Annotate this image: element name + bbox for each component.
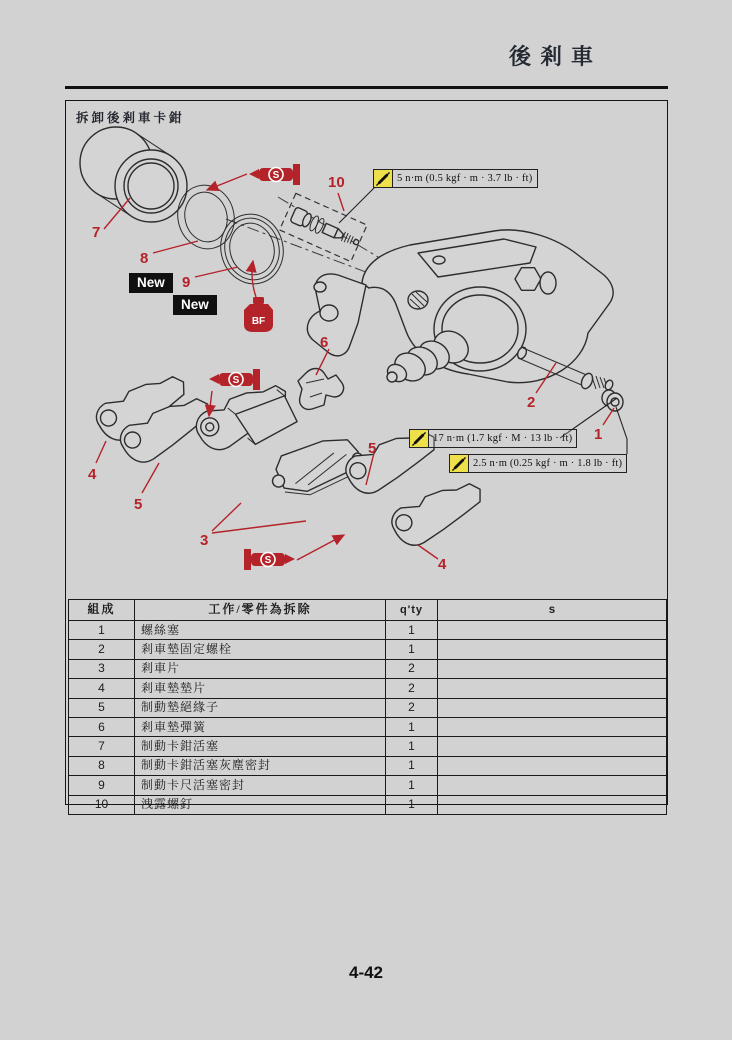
part-remark [438, 795, 667, 814]
callout-5: 5 [368, 440, 377, 457]
pad-shim-right-outer [387, 482, 489, 550]
new-part-tag: New [129, 273, 173, 293]
figure-box [65, 100, 668, 812]
pad-spring [298, 369, 344, 410]
callout-4: 4 [438, 556, 447, 573]
col-header-remarks: s [438, 600, 667, 621]
header-rule [65, 86, 668, 89]
torque-value: 5 n·m (0.5 kgf · m · 3.7 lb · ft) [397, 173, 533, 184]
part-qty: 1 [386, 640, 438, 659]
part-no: 3 [69, 659, 135, 678]
table-header-row [69, 600, 667, 621]
grease-arrow [297, 535, 344, 560]
part-remark [438, 756, 667, 775]
table-row [69, 756, 667, 775]
part-name: 洩露螺釘 [135, 795, 386, 814]
table-row [69, 621, 667, 640]
brake-fluid-arrow [252, 261, 256, 297]
callout-1: 1 [594, 426, 603, 443]
svg-text:S: S [264, 555, 272, 566]
callout-7: 7 [92, 224, 101, 241]
part-name: 剎車墊彈簧 [135, 717, 386, 736]
part-name: 剎車墊固定螺栓 [135, 640, 386, 659]
part-remark [438, 717, 667, 736]
grease-icon [249, 164, 300, 185]
callout-8: 8 [140, 250, 149, 267]
new-part-tag: New [173, 295, 217, 315]
part-name: 剎車墊墊片 [135, 679, 386, 698]
brake-pad-rear [191, 383, 300, 457]
part-no: 6 [69, 717, 135, 736]
table-row [69, 679, 667, 698]
part-no: 10 [69, 795, 135, 814]
exploded-diagram [66, 101, 669, 599]
callout-4: 4 [88, 466, 97, 483]
col-header-qty: q'ty [386, 600, 438, 621]
part-remark [438, 659, 667, 678]
torque-spec [449, 454, 627, 473]
part-no: 5 [69, 698, 135, 717]
part-remark [438, 640, 667, 659]
col-header-order: 組成 [69, 600, 135, 621]
part-name: 螺絲塞 [135, 621, 386, 640]
part-qty: 1 [386, 737, 438, 756]
torque-spec [373, 169, 538, 188]
col-header-job: 工作/零件為拆除 [135, 600, 386, 621]
part-no: 9 [69, 776, 135, 795]
page-title: 後剎車 [508, 44, 602, 69]
table-row [69, 640, 667, 659]
parts-table [68, 599, 667, 815]
svg-text:S: S [232, 375, 240, 386]
part-remark [438, 621, 667, 640]
table-row [69, 795, 667, 814]
table-row [69, 698, 667, 717]
part-remark [438, 679, 667, 698]
torque-wrench-icon [410, 430, 429, 447]
part-remark [438, 737, 667, 756]
grease-icon [209, 369, 260, 390]
part-name: 制動卡鉗活塞 [135, 737, 386, 756]
table-row [69, 776, 667, 795]
part-name: 制動卡鉗活塞灰塵密封 [135, 756, 386, 775]
torque-wrench-icon [450, 455, 469, 472]
part-remark [438, 698, 667, 717]
callout-6: 6 [320, 334, 329, 351]
torque-value: 17 n·m (1.7 kgf · M · 13 lb · ft) [433, 433, 573, 444]
bleed-screw-kit [280, 193, 368, 261]
part-qty: 2 [386, 698, 438, 717]
part-name: 制動卡尺活塞密封 [135, 776, 386, 795]
part-remark [438, 776, 667, 795]
part-no: 2 [69, 640, 135, 659]
torque-value: 2.5 n·m (0.25 kgf · m · 1.8 lb · ft) [473, 458, 623, 469]
part-no: 4 [69, 679, 135, 698]
part-qty: 1 [386, 621, 438, 640]
torque-spec [409, 429, 577, 448]
svg-text:BF: BF [251, 316, 266, 327]
caliper-piston [80, 127, 187, 222]
brake-fluid-icon [244, 297, 273, 332]
torque-wrench-icon [374, 170, 393, 187]
part-qty: 1 [386, 756, 438, 775]
caliper-body [307, 230, 613, 387]
part-no: 8 [69, 756, 135, 775]
grease-icon [244, 549, 295, 570]
part-qty: 2 [386, 659, 438, 678]
page-number: 4-42 [348, 963, 384, 982]
table-row [69, 737, 667, 756]
callout-10: 10 [328, 174, 345, 191]
part-no: 1 [69, 621, 135, 640]
part-qty: 1 [386, 776, 438, 795]
part-name: 剎車片 [135, 659, 386, 678]
part-no: 7 [69, 737, 135, 756]
callout-2: 2 [527, 394, 536, 411]
part-qty: 1 [386, 795, 438, 814]
grease-arrow [207, 174, 247, 190]
part-name: 制動墊絕緣子 [135, 698, 386, 717]
svg-text:S: S [272, 170, 280, 181]
callout-9: 9 [182, 274, 191, 291]
part-qty: 2 [386, 679, 438, 698]
callout-5: 5 [134, 496, 143, 513]
table-row [69, 659, 667, 678]
figure-caption: 拆卸後剎車卡鉗 [76, 111, 185, 125]
part-qty: 1 [386, 717, 438, 736]
table-row [69, 717, 667, 736]
callout-3: 3 [200, 532, 209, 549]
